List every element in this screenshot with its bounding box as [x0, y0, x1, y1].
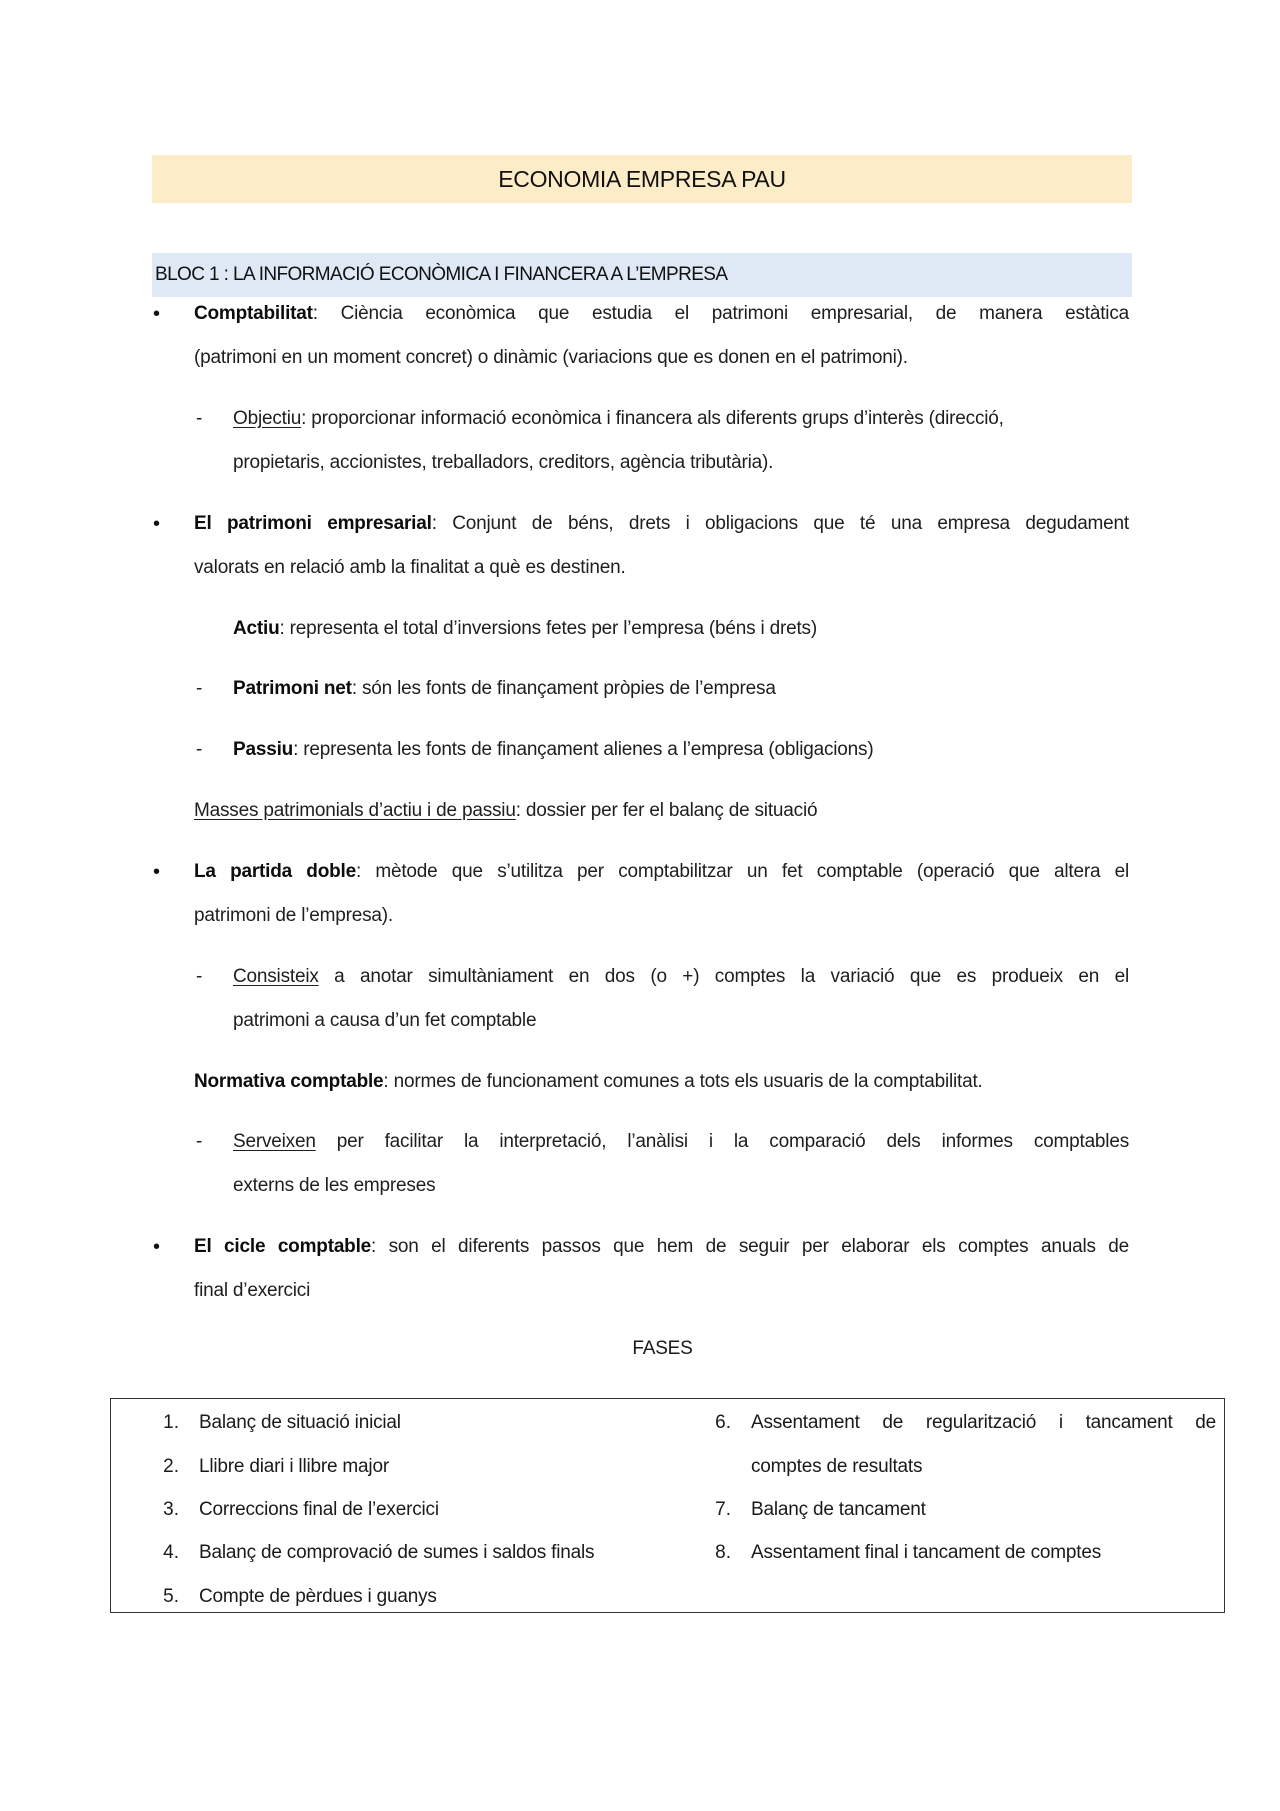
- comptabilitat-term: Comptabilitat: [194, 303, 313, 324]
- bullet-icon: •: [153, 861, 161, 883]
- cicle-line-1: [194, 1235, 1129, 1259]
- fase-number: 7.: [715, 1499, 731, 1520]
- actiu-term: Actiu: [233, 618, 280, 639]
- objectiu-line-2: [233, 451, 773, 475]
- cicle-text-1: : son el diferents passos que hem de seguir per elaborar els comptes anuals de: [371, 1236, 1130, 1257]
- objectiu-line-1: [233, 407, 1129, 431]
- actiu-line: [233, 617, 817, 641]
- fase-item: Correccions final de l’exercici: [199, 1499, 439, 1520]
- passiu-term: Passiu: [233, 739, 294, 760]
- serveixen-text-1: per facilitar la interpretació, l’anàlisi i la comparació dels informes comptables: [315, 1131, 1129, 1152]
- bullet-icon: •: [153, 1236, 161, 1258]
- passiu-text: : representa les fonts de finançament alienes a l’empresa (obligacions): [293, 739, 874, 760]
- fase-item: Balanç de comprovació de sumes i saldos finals: [199, 1542, 595, 1563]
- fase-number: 4.: [163, 1542, 179, 1563]
- dash-marker: -: [196, 1131, 203, 1152]
- fase-number: 5.: [163, 1586, 179, 1607]
- bullet-icon: •: [153, 303, 161, 325]
- masses-term: Masses patrimonials d’actiu i de passiu: [194, 800, 516, 821]
- patrimoni-text-1: : Conjunt de béns, drets i obligacions que té una empresa degudament: [431, 513, 1129, 534]
- fases-title-text: FASES: [632, 1338, 693, 1359]
- partida-line-2: [194, 904, 393, 928]
- fase-item: Llibre diari i llibre major: [199, 1456, 389, 1477]
- consisteix-line-2: [233, 1009, 536, 1033]
- comptabilitat-text-2: (patrimoni en un moment concret) o dinàmic (variacions que es donen en el patrimoni).: [194, 347, 908, 368]
- patrimoni-term: El patrimoni empresarial: [194, 513, 432, 534]
- actiu-text: : representa el total d’inversions fetes per l’empresa (béns i drets): [279, 618, 817, 639]
- patrimoni-line-1: [194, 512, 1129, 536]
- fase-number: 6.: [715, 1412, 731, 1433]
- masses-line: [194, 799, 817, 823]
- comptabilitat-text-1: : Ciència econòmica que estudia el patrimoni empresarial, de manera estàtica: [312, 303, 1129, 324]
- consisteix-line-1: [233, 965, 1129, 989]
- cicle-term: El cicle comptable: [194, 1236, 372, 1257]
- consisteix-term: Consisteix: [233, 966, 319, 987]
- patrimoni-text-2: valorats en relació amb la finalitat a què es destinen.: [194, 557, 626, 578]
- fase-number: 8.: [715, 1542, 731, 1563]
- section-heading-text: BLOC 1 : LA INFORMACIÓ ECONÒMICA I FINANCERA A L’EMPRESA: [155, 264, 728, 285]
- document-title: [152, 155, 1132, 203]
- serveixen-term: Serveixen: [233, 1131, 316, 1152]
- dash-marker: -: [196, 739, 203, 760]
- normativa-term: Normativa comptable: [194, 1071, 384, 1092]
- objectiu-text-1: : proporcionar informació econòmica i financera als diferents grups d’interès (direcció,: [301, 408, 1004, 429]
- partida-line-1: [194, 860, 1129, 884]
- serveixen-line-1: [233, 1130, 1129, 1154]
- partida-text-1: : mètode que s’utilitza per comptabilitzar un fet comptable (operació que altera el: [355, 861, 1129, 882]
- fase-item: Assentament de regularització i tancament de: [751, 1412, 1216, 1433]
- patrimoni-net-text: : són les fonts de finançament pròpies de l’empresa: [351, 678, 776, 699]
- fase-number: 2.: [163, 1456, 179, 1477]
- consisteix-text-1: a anotar simultàniament en dos (o +) comptes la variació que es produeix en el: [318, 966, 1129, 987]
- objectiu-term: Objectiu: [233, 408, 302, 429]
- fase-item: Compte de pèrdues i guanys: [199, 1586, 437, 1607]
- bullet-icon: •: [153, 513, 161, 535]
- fase-item: Balanç de tancament: [751, 1499, 926, 1520]
- document-title-text: ECONOMIA EMPRESA PAU: [498, 165, 786, 192]
- masses-text: : dossier per fer el balanç de situació: [515, 800, 818, 821]
- fase-item: Balanç de situació inicial: [199, 1412, 401, 1433]
- comptabilitat-line-2: [194, 346, 908, 370]
- serveixen-text-2: externs de les empreses: [233, 1175, 436, 1196]
- normativa-line: [194, 1070, 983, 1094]
- fase-number: 1.: [163, 1412, 179, 1433]
- objectiu-text-2: propietaris, accionistes, treballadors, creditors, agència tributària).: [233, 452, 774, 473]
- section-heading: [152, 253, 1132, 297]
- serveixen-line-2: [233, 1174, 435, 1198]
- fases-table: [110, 1398, 1225, 1613]
- dash-marker: -: [196, 966, 203, 987]
- cicle-text-2: final d’exercici: [194, 1280, 311, 1301]
- comptabilitat-line-1: [194, 302, 1129, 326]
- cicle-line-2: [194, 1279, 310, 1303]
- partida-text-2: patrimoni de l’empresa).: [194, 905, 394, 926]
- patrimoni-net-term: Patrimoni net: [233, 678, 352, 699]
- dash-marker: -: [196, 408, 203, 429]
- partida-term: La partida doble: [194, 861, 356, 882]
- normativa-text: : normes de funcionament comunes a tots els usuaris de la comptabilitat.: [383, 1071, 983, 1092]
- fase-item: Assentament final i tancament de comptes: [751, 1542, 1102, 1563]
- consisteix-text-2: patrimoni a causa d’un fet comptable: [233, 1010, 537, 1031]
- dash-marker: -: [196, 678, 203, 699]
- fase-item-continuation: comptes de resultats: [751, 1456, 923, 1477]
- fase-number: 3.: [163, 1499, 179, 1520]
- patrimoni-net-line: [233, 677, 776, 701]
- patrimoni-line-2: [194, 556, 626, 580]
- passiu-line: [233, 738, 873, 762]
- fases-title: [0, 1338, 1280, 1360]
